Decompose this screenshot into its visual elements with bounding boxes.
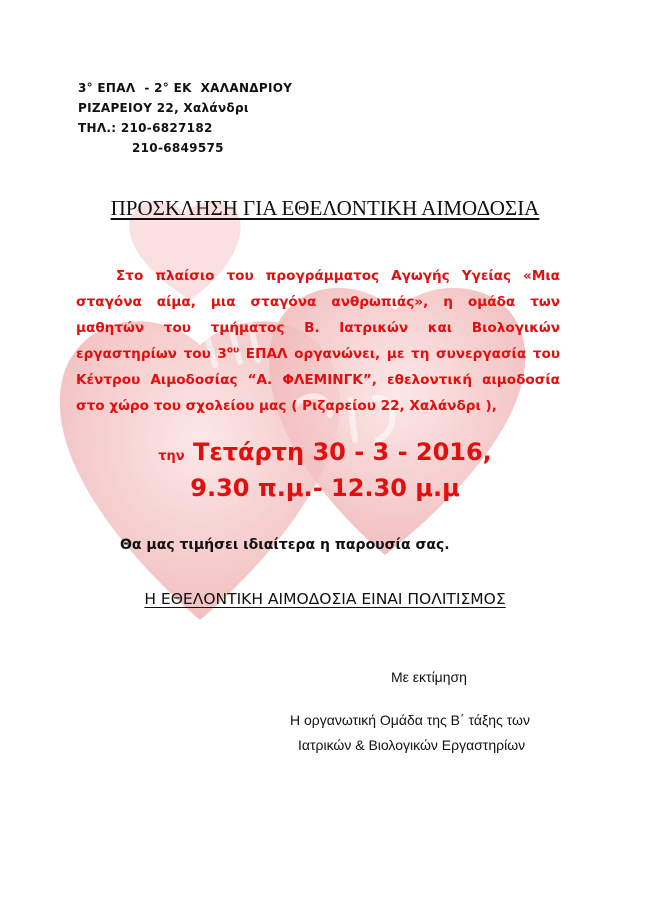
school-street: ΡΙΖΑΡΕΙΟΥ 22, Χαλάνδρι <box>78 101 249 115</box>
event-date <box>0 438 650 466</box>
school-name: 3° ΕΠΑΛ - 2° ΕΚ ΧΑΛΑΝΔΡΙΟΥ <box>78 81 293 95</box>
signature-line-2: Ιατρικών & Βιολογικών Εργαστηρίων <box>298 737 526 753</box>
invitation-paragraph <box>76 263 560 419</box>
paragraph-part-2: ΕΠΑΛ οργανώνει, με τη συνεργασία του Κέντρου Αιμοδοσίας “Α. ΦΛΕΜΙΝΓΚ”, εθελοντική αιμοδοσία στο χώρο του σχολείου μας ( Ριζαρείου 22, Χαλάνδρι ), <box>76 346 561 414</box>
slogan <box>0 590 650 608</box>
closing-regards: Με εκτίμηση <box>391 669 467 685</box>
page-title <box>0 196 650 221</box>
signature-line-1: Η οργανωτική Ομάδα της Β΄ τάξης των <box>290 712 530 728</box>
event-time: 9.30 π.μ.- 12.30 μ.μ <box>190 474 460 502</box>
paragraph-part-1: Στο πλαίσιο του προγράμματος Αγωγής Υγείας «Μια σταγόνα αίμα, μια σταγόνα ανθρωπιάς», η ομάδα των μαθητών του τμήματος Β. Ιατρικών και Βιολογικών εργαστηρίων του 3 <box>76 268 560 362</box>
event-date-prefix: την <box>158 449 185 464</box>
honor-line: Θα μας τιμήσει ιδιαίτερα η παρουσία σας. <box>120 537 450 553</box>
slogan-text: Η ΕΘΕΛΟΝΤΙΚΗ ΑΙΜΟΔΟΣΙΑ ΕΙΝΑΙ ΠΟΛΙΤΙΣΜΟΣ <box>144 590 506 608</box>
school-phone-1: ΤΗΛ.: 210-6827182 <box>78 121 213 135</box>
paragraph-superscript: ου <box>226 345 240 356</box>
event-date-value: Τετάρτη 30 - 3 - 2016, <box>192 438 492 466</box>
school-phone-2: 210-6849575 <box>132 141 224 155</box>
school-address-block <box>78 78 292 158</box>
page-title-text: ΠΡΟΣΚΛΗΣΗ ΓΙΑ ΕΘΕΛΟΝΤΙΚΗ ΑΙΜΟΔΟΣΙΑ <box>110 196 540 220</box>
